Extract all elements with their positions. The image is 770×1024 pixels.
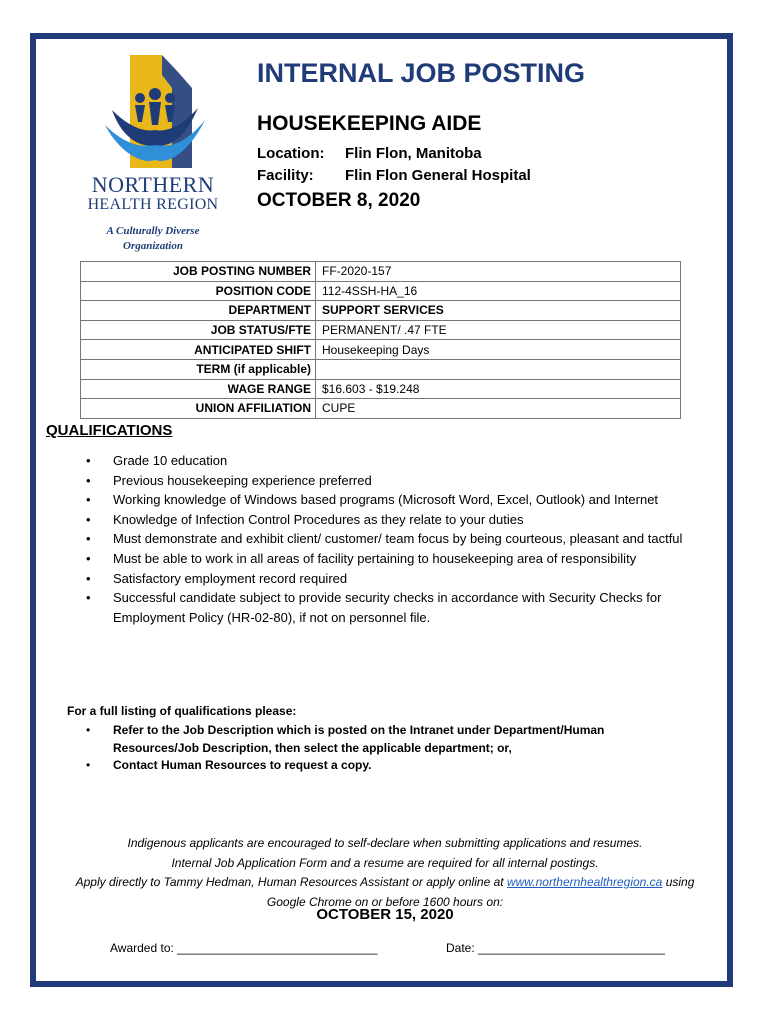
awarded-line: ______________________________ bbox=[177, 941, 378, 955]
row-value bbox=[316, 359, 681, 379]
bullet-icon: • bbox=[86, 531, 91, 547]
bullet-icon: • bbox=[86, 758, 91, 772]
date-line: ____________________________ bbox=[478, 941, 665, 955]
note-line: Internal Job Application Form and a resume are required for all internal postings. bbox=[171, 855, 599, 870]
row-value: PERMANENT/ .47 FTE bbox=[316, 320, 681, 340]
qualifications-heading: QUALIFICATIONS bbox=[46, 422, 173, 439]
website-link[interactable]: www.northernhealthregion.ca bbox=[506, 875, 663, 889]
logo-name-line2: HEALTH REGION bbox=[87, 196, 219, 213]
posting-date: OCTOBER 8, 2020 bbox=[257, 190, 421, 211]
logo-name-line1: NORTHERN bbox=[91, 172, 215, 197]
list-item bbox=[86, 510, 696, 530]
awarded-label: Awarded to: bbox=[110, 941, 174, 955]
row-label: WAGE RANGE bbox=[81, 379, 316, 399]
note-line bbox=[40, 873, 730, 893]
qualifications-list bbox=[86, 451, 696, 627]
organization-logo bbox=[78, 50, 228, 250]
bullet-icon: • bbox=[86, 472, 91, 488]
full-listing-list bbox=[86, 722, 646, 775]
logo-tagline bbox=[78, 224, 228, 254]
row-value: Housekeeping Days bbox=[316, 340, 681, 360]
row-label: POSITION CODE bbox=[81, 281, 316, 301]
row-value: 112-4SSH-HA_16 bbox=[316, 281, 681, 301]
logo-wordmark bbox=[78, 172, 228, 215]
location-value: Flin Flon, Manitoba bbox=[345, 145, 482, 162]
location-label: Location: bbox=[257, 145, 325, 162]
list-item bbox=[86, 757, 646, 775]
application-notes bbox=[40, 834, 730, 912]
list-item-text: Grade 10 education bbox=[113, 453, 228, 468]
table-row bbox=[81, 301, 681, 321]
table-row bbox=[81, 320, 681, 340]
list-item bbox=[86, 451, 696, 471]
facility-line bbox=[257, 167, 531, 184]
table-row bbox=[81, 340, 681, 360]
row-label: TERM (if applicable) bbox=[81, 359, 316, 379]
tagline-text: A Culturally Diverse Organization bbox=[106, 225, 200, 252]
list-item bbox=[86, 490, 696, 510]
note-text: using bbox=[665, 875, 695, 889]
row-label: DEPARTMENT bbox=[81, 301, 316, 321]
facility-label: Facility: bbox=[257, 167, 314, 184]
row-value: FF-2020-157 bbox=[316, 262, 681, 282]
list-item-text: Working knowledge of Windows based programs (Microsoft Word, Excel, Outlook) and Internet bbox=[113, 492, 659, 508]
row-label: JOB POSTING NUMBER bbox=[81, 262, 316, 282]
row-label: UNION AFFILIATION bbox=[81, 399, 316, 419]
list-item-text: Knowledge of Infection Control Procedures as they relate to your duties bbox=[113, 511, 524, 527]
table-row bbox=[81, 359, 681, 379]
location-line bbox=[257, 145, 482, 162]
row-value: CUPE bbox=[316, 399, 681, 419]
list-item-text: Satisfactory employment record required bbox=[113, 570, 348, 586]
bullet-icon: • bbox=[86, 723, 91, 737]
note-line: Indigenous applicants are encouraged to self-declare when submitting applications and resumes. bbox=[127, 836, 643, 850]
awarded-to-field bbox=[110, 941, 377, 955]
list-item-text: Refer to the Job Description which is posted on the Intranet under Department/Human Resources/Job Description, then select the applicable department; or, bbox=[113, 723, 605, 755]
closing-date: OCTOBER 15, 2020 bbox=[316, 906, 454, 923]
bullet-icon: • bbox=[86, 590, 91, 606]
date-field bbox=[446, 941, 665, 955]
full-listing-heading: For a full listing of qualifications please: bbox=[67, 704, 297, 718]
note-line: Google Chrome on or before 1600 hours on: bbox=[266, 894, 504, 909]
list-item bbox=[86, 588, 696, 627]
list-item-text: Must demonstrate and exhibit client/ customer/ team focus by being courteous, pleasant and tactful bbox=[113, 531, 683, 547]
date-label: Date: bbox=[446, 941, 475, 955]
list-item bbox=[86, 569, 696, 589]
list-item-text: Contact Human Resources to request a copy. bbox=[113, 758, 372, 772]
bullet-icon: • bbox=[86, 511, 91, 527]
row-value: $16.603 - $19.248 bbox=[316, 379, 681, 399]
row-label: ANTICIPATED SHIFT bbox=[81, 340, 316, 360]
bullet-icon: • bbox=[86, 550, 91, 566]
bullet-icon: • bbox=[86, 453, 91, 468]
page-title: INTERNAL JOB POSTING bbox=[257, 58, 586, 88]
table-row bbox=[81, 399, 681, 419]
table-row bbox=[81, 281, 681, 301]
list-item bbox=[86, 722, 646, 757]
list-item-text: Previous housekeeping experience preferred bbox=[113, 472, 372, 488]
bullet-icon: • bbox=[86, 570, 91, 586]
row-label: JOB STATUS/FTE bbox=[81, 320, 316, 340]
row-value: SUPPORT SERVICES bbox=[316, 301, 681, 321]
manitoba-emblem-icon bbox=[100, 50, 210, 175]
position-title: HOUSEKEEPING AIDE bbox=[257, 112, 482, 135]
list-item-text: Must be able to work in all areas of facility pertaining to housekeeping area of responsibility bbox=[113, 550, 637, 566]
bullet-icon: • bbox=[86, 492, 91, 508]
note-text: Apply directly to Tammy Hedman, Human Resources Assistant or apply online at bbox=[75, 875, 504, 889]
list-item-text: Successful candidate subject to provide security checks in accordance with Security Checks for Employment Policy (HR-02-80), if not on personnel file. bbox=[113, 590, 662, 625]
list-item bbox=[86, 549, 696, 569]
table-row bbox=[81, 379, 681, 399]
facility-value: Flin Flon General Hospital bbox=[345, 167, 531, 184]
job-details-table bbox=[80, 261, 681, 419]
table-row bbox=[81, 262, 681, 282]
list-item bbox=[86, 529, 696, 549]
list-item bbox=[86, 471, 696, 491]
